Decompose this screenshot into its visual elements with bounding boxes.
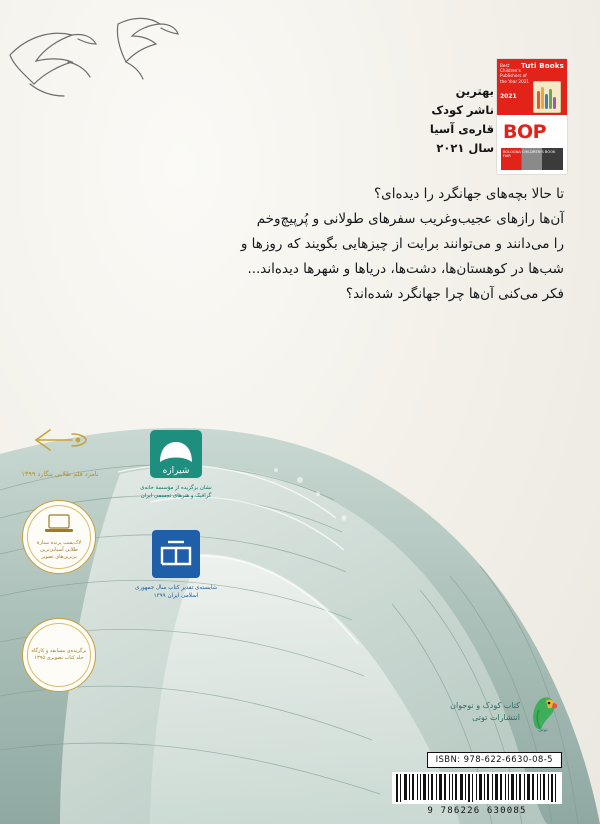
blurb-line-3: را می‌دانند و می‌توانند برایت از چیزهایی بگویند که روزها و [240, 236, 564, 252]
badge-jelde-caption: برگزیده‌ی مسابقه و کارگاه جلد کتاب تصویری ۱۳۹۵ [31, 648, 87, 661]
parrot-icon [526, 692, 560, 732]
blurb-line-1: تا حالا بچه‌های جهانگرد را دیده‌ای؟ [373, 186, 564, 202]
blurb-line-2: آن‌ها رازهای عجیب‌وغریب سفرهای طولانی و پُرپیچ‌وخم [256, 211, 564, 227]
badge-golden-pen [20, 418, 100, 479]
blurb-line-5: فکر می‌کنی آن‌ها چرا جهانگرد شده‌اند؟ [345, 286, 564, 302]
publisher-name [450, 700, 520, 724]
svg-text:توتی: توتی [538, 727, 548, 732]
badge-shiraz [132, 428, 220, 500]
seal-ring [22, 500, 96, 574]
bop-award-sticker [497, 59, 567, 174]
bop-color-swatch [501, 148, 563, 170]
golden-pen-icon [20, 418, 100, 462]
blurb-line-4: شب‌ها در کوهستان‌ها، دشت‌ها، دریاها و شهرها دیده‌اند... [247, 261, 564, 277]
publisher-logo [440, 692, 560, 732]
badge-jelde-seal [22, 618, 96, 692]
badge-naghd [134, 528, 218, 600]
award-caption-line-3: قاره‌ی آسیا [429, 122, 494, 136]
bop-logo: BOP [503, 121, 547, 143]
award-caption-line-1: بهترین [455, 84, 494, 98]
bop-sticker-top [497, 59, 567, 115]
badge-golden-pen-caption: نامزد قلم طلایی بنگارد ۱۳۹۹ [21, 470, 99, 478]
seal-ring [22, 618, 96, 692]
award-caption [414, 82, 494, 158]
award-caption-line-2: ناشر کودک [431, 103, 494, 117]
award-caption-line-4: سال ۲۰۲۱ [436, 141, 494, 155]
isbn-barcode [392, 772, 562, 804]
naghd-logo-icon [150, 528, 202, 580]
seagull-illustration [0, 0, 220, 180]
svg-text:شیرازه: شیرازه [162, 466, 190, 476]
shiraz-logo-icon [148, 428, 204, 480]
publisher-name-line-1: کتاب کودک و نوجوان [450, 701, 520, 710]
book-icon [533, 81, 561, 113]
isbn-barcode-digits: 9 786226 630085 [427, 806, 527, 816]
bop-swatch-caption: BOLOGNA CHILDREN'S BOOK FAIR [503, 150, 556, 159]
bop-year-label: 2021 [500, 93, 517, 100]
isbn-label: ISBN: 978-622-6630-08-5 [427, 752, 562, 768]
bop-sticker-bottom [497, 115, 567, 174]
badge-naghd-caption: شایسته‌ی تقدیر کتاب سال جمهوری اسلامی ایران ۱۳۹۹ [134, 585, 218, 599]
publisher-name-line-2: انتشارات توتی [472, 713, 520, 722]
badge-laptop-seal [22, 500, 96, 574]
back-cover-blurb [178, 182, 564, 307]
bop-english-text: Best Children's Publishers of the Year 2021 [500, 63, 530, 84]
badge-laptop-caption: لاک‌پشت پرنده ستارهٔ طلایی آسیایی‌ترین برترین‌های تصویر [36, 539, 82, 560]
badge-shiraz-caption: نشان برگزیده از مؤسسهٔ خانه‌ی گرافیک و هنرهای تجسمی ایران [140, 485, 212, 499]
bop-brand-label: Tuti Books [521, 62, 564, 70]
